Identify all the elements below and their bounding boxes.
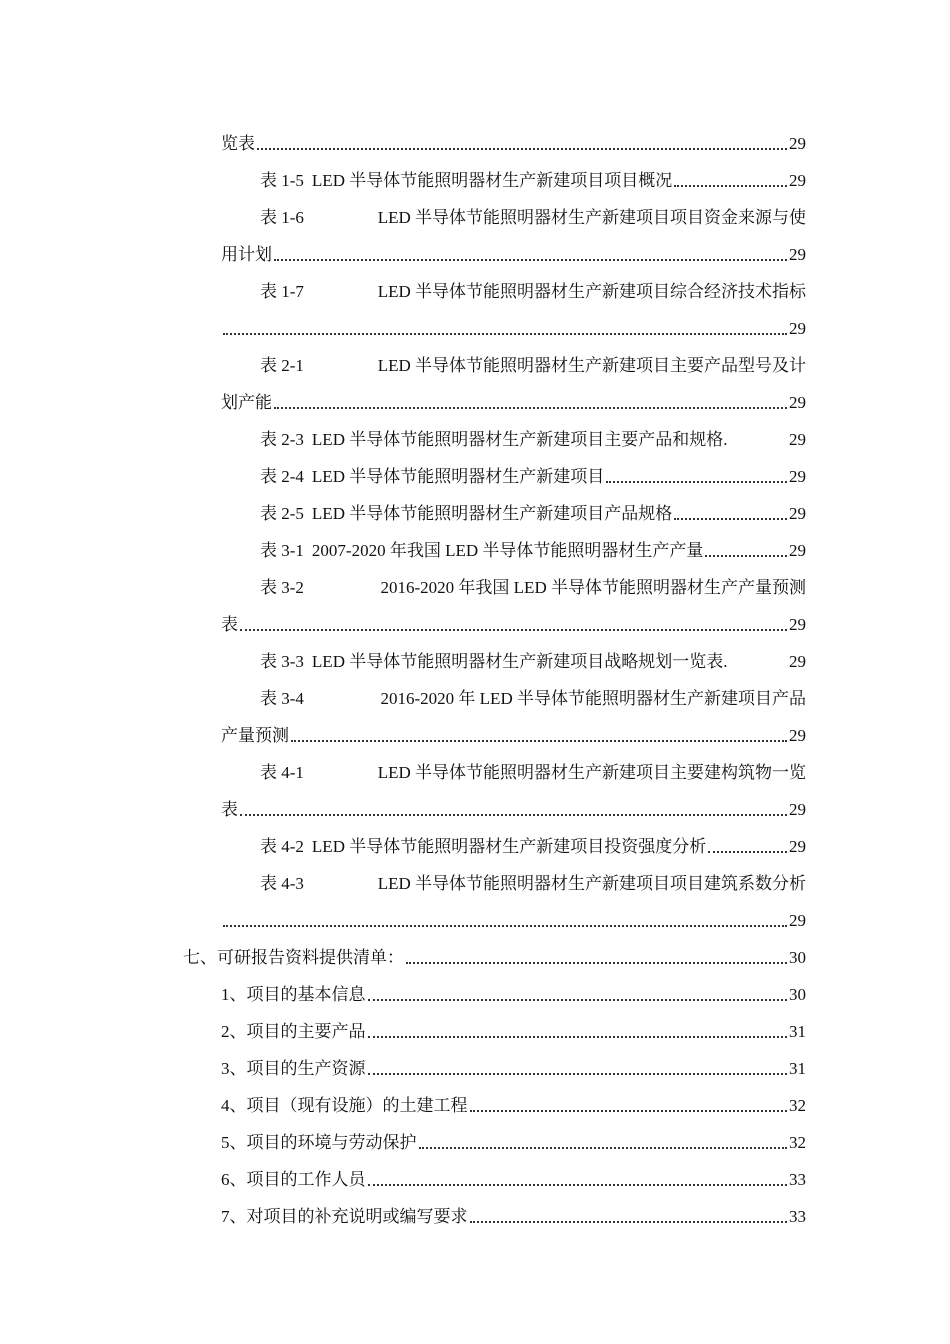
toc-line[interactable] xyxy=(221,1117,806,1154)
toc-page-number: 29 xyxy=(789,800,806,819)
toc-title: 产量预测 xyxy=(221,726,289,745)
toc-title: LED 半导体节能照明器材生产新建项目 xyxy=(311,467,605,486)
toc-page-number: 32 xyxy=(789,1096,806,1115)
toc-title: LED 半导体节能照明器材生产新建项目项目概况 xyxy=(311,171,673,190)
toc-table-label: 表 3-4 xyxy=(260,689,304,708)
toc-page-number: 33 xyxy=(789,1207,806,1226)
toc-line[interactable] xyxy=(221,377,806,414)
toc-line[interactable] xyxy=(221,1191,806,1228)
toc-page-number: 31 xyxy=(789,1022,806,1041)
toc-entry-text xyxy=(221,799,238,821)
toc-line[interactable] xyxy=(260,451,806,488)
dot-leader xyxy=(606,481,787,483)
table-of-contents xyxy=(0,118,950,1228)
toc-entry-text xyxy=(221,1132,417,1154)
dot-leader xyxy=(470,1221,788,1223)
toc-table-label: 表 1-5 xyxy=(260,171,304,190)
toc-page-number: 30 xyxy=(789,948,806,967)
toc-entry-text xyxy=(221,1021,366,1043)
toc-entry-text xyxy=(221,133,255,155)
toc-entry-text xyxy=(183,947,404,969)
toc-line[interactable] xyxy=(221,710,806,747)
toc-entry-text xyxy=(221,1058,366,1080)
toc-entry-text xyxy=(221,984,366,1006)
dot-leader xyxy=(240,629,787,631)
toc-line[interactable] xyxy=(221,1006,806,1043)
toc-table-label: 表 2-5 xyxy=(260,504,304,523)
toc-title: 表 xyxy=(221,800,238,819)
toc-title: LED 半导体节能照明器材生产新建项目战略规划一览表. xyxy=(311,652,728,671)
toc-line[interactable] xyxy=(260,673,806,710)
dot-leader xyxy=(419,1147,788,1149)
toc-line[interactable] xyxy=(221,1080,806,1117)
toc-page-number: 29 xyxy=(789,467,806,486)
toc-table-label: 表 3-3 xyxy=(260,652,304,671)
toc-entry-text xyxy=(221,614,238,636)
toc-entry-text xyxy=(260,355,806,377)
toc-table-label: 表 4-2 xyxy=(260,837,304,856)
toc-page-number: 31 xyxy=(789,1059,806,1078)
toc-entry-text xyxy=(260,429,727,451)
toc-line[interactable] xyxy=(221,303,806,340)
toc-page-number: 29 xyxy=(789,911,806,930)
toc-line[interactable] xyxy=(260,192,806,229)
toc-entry-text xyxy=(260,688,806,710)
toc-title: 6、项目的工作人员 xyxy=(221,1170,366,1189)
toc-line[interactable] xyxy=(221,895,806,932)
toc-title: LED 半导体节能照明器材生产新建项目主要产品和规格. xyxy=(311,430,728,449)
toc-line[interactable] xyxy=(260,488,806,525)
toc-table-label: 表 3-2 xyxy=(260,578,304,597)
toc-title: LED 半导体节能照明器材生产新建项目项目资金来源与使 xyxy=(377,208,806,227)
dot-leader xyxy=(257,148,787,150)
dot-leader xyxy=(368,1073,788,1075)
toc-title: 划产能 xyxy=(221,393,272,412)
toc-table-label: 表 4-1 xyxy=(260,763,304,782)
toc-page-number: 29 xyxy=(789,652,806,671)
toc-entry-text xyxy=(221,1169,366,1191)
toc-page-number: 29 xyxy=(789,615,806,634)
toc-table-label: 表 1-6 xyxy=(260,208,304,227)
toc-page-number: 29 xyxy=(789,134,806,153)
toc-title: 1、项目的基本信息 xyxy=(221,985,366,1004)
toc-entry-text xyxy=(260,466,604,488)
dot-leader xyxy=(274,259,787,261)
toc-entry-text xyxy=(260,281,806,303)
dot-leader xyxy=(291,740,787,742)
toc-entry-text xyxy=(260,577,806,599)
toc-table-label: 表 3-1 xyxy=(260,541,304,560)
toc-entry-text xyxy=(221,1206,468,1228)
toc-line[interactable] xyxy=(260,636,806,673)
toc-line[interactable] xyxy=(221,1154,806,1191)
toc-page-number: 29 xyxy=(789,504,806,523)
toc-table-label: 表 4-3 xyxy=(260,874,304,893)
toc-line[interactable] xyxy=(260,821,806,858)
dot-leader xyxy=(274,407,787,409)
toc-line[interactable] xyxy=(260,266,806,303)
toc-entry-text xyxy=(260,651,727,673)
toc-table-label: 表 1-7 xyxy=(260,282,304,301)
toc-entry-text xyxy=(221,392,272,414)
toc-title: LED 半导体节能照明器材生产新建项目项目建筑系数分析 xyxy=(377,874,806,893)
toc-line[interactable] xyxy=(260,525,806,562)
toc-title: 3、项目的生产资源 xyxy=(221,1059,366,1078)
toc-entry-text xyxy=(260,873,806,895)
toc-table-label: 表 2-3 xyxy=(260,430,304,449)
toc-title: LED 半导体节能照明器材生产新建项目投资强度分析 xyxy=(311,837,707,856)
toc-line[interactable] xyxy=(260,562,806,599)
toc-title: 2、项目的主要产品 xyxy=(221,1022,366,1041)
toc-line[interactable] xyxy=(221,1043,806,1080)
toc-entry-text xyxy=(221,725,289,747)
toc-line[interactable] xyxy=(260,340,806,377)
toc-title: 4、项目（现有设施）的土建工程 xyxy=(221,1096,468,1115)
toc-title: 七、可研报告资料提供清单： xyxy=(183,948,404,967)
toc-line[interactable] xyxy=(183,932,806,969)
toc-title: 2016-2020 年 LED 半导体节能照明器材生产新建项目产品 xyxy=(380,689,806,708)
toc-line[interactable] xyxy=(221,229,806,266)
toc-page-number: 29 xyxy=(789,541,806,560)
toc-page-number: 29 xyxy=(789,393,806,412)
toc-line[interactable] xyxy=(260,747,806,784)
toc-page-number: 29 xyxy=(789,171,806,190)
toc-table-label: 表 2-1 xyxy=(260,356,304,375)
dot-leader xyxy=(223,925,787,927)
toc-title: LED 半导体节能照明器材生产新建项目产品规格 xyxy=(311,504,673,523)
toc-title: 2016-2020 年我国 LED 半导体节能照明器材生产产量预测 xyxy=(380,578,806,597)
toc-title: 览表 xyxy=(221,134,255,153)
toc-page-number: 33 xyxy=(789,1170,806,1189)
toc-page-number: 29 xyxy=(789,319,806,338)
dot-leader xyxy=(674,185,787,187)
toc-title: LED 半导体节能照明器材生产新建项目主要建构筑物一览 xyxy=(377,763,806,782)
dot-leader xyxy=(368,1184,788,1186)
dot-leader xyxy=(470,1110,788,1112)
toc-page-number: 29 xyxy=(789,245,806,264)
dot-leader xyxy=(223,333,787,335)
toc-line[interactable] xyxy=(260,414,806,451)
toc-entry-text xyxy=(260,503,672,525)
dot-leader xyxy=(368,1036,788,1038)
dot-leader xyxy=(368,999,788,1001)
toc-entry-text xyxy=(260,207,806,229)
toc-table-label: 表 2-4 xyxy=(260,467,304,486)
toc-line[interactable] xyxy=(221,118,806,155)
toc-entry-text xyxy=(260,540,703,562)
toc-entry-text xyxy=(221,1095,468,1117)
toc-entry-text xyxy=(260,762,806,784)
dot-leader xyxy=(674,518,787,520)
toc-entry-text xyxy=(260,836,706,858)
toc-title: 用计划 xyxy=(221,245,272,264)
toc-line[interactable] xyxy=(260,858,806,895)
toc-line[interactable] xyxy=(221,599,806,636)
toc-line[interactable] xyxy=(221,969,806,1006)
toc-line[interactable] xyxy=(221,784,806,821)
toc-page-number: 29 xyxy=(789,837,806,856)
dot-leader xyxy=(240,814,787,816)
toc-title: 7、对项目的补充说明或编写要求 xyxy=(221,1207,468,1226)
toc-page-number: 30 xyxy=(789,985,806,1004)
toc-title: 5、项目的环境与劳动保护 xyxy=(221,1133,417,1152)
toc-line[interactable] xyxy=(260,155,806,192)
toc-page-number: 29 xyxy=(789,430,806,449)
toc-title: LED 半导体节能照明器材生产新建项目综合经济技术指标 xyxy=(377,282,806,301)
toc-entry-text xyxy=(221,244,272,266)
toc-page-number: 29 xyxy=(789,726,806,745)
toc-title: LED 半导体节能照明器材生产新建项目主要产品型号及计 xyxy=(377,356,806,375)
dot-leader xyxy=(406,962,787,964)
toc-page-number: 32 xyxy=(789,1133,806,1152)
toc-title: 表 xyxy=(221,615,238,634)
dot-leader xyxy=(708,851,787,853)
toc-title: 2007-2020 年我国 LED 半导体节能照明器材生产产量 xyxy=(311,541,704,560)
dot-leader xyxy=(705,555,787,557)
toc-entry-text xyxy=(260,170,672,192)
